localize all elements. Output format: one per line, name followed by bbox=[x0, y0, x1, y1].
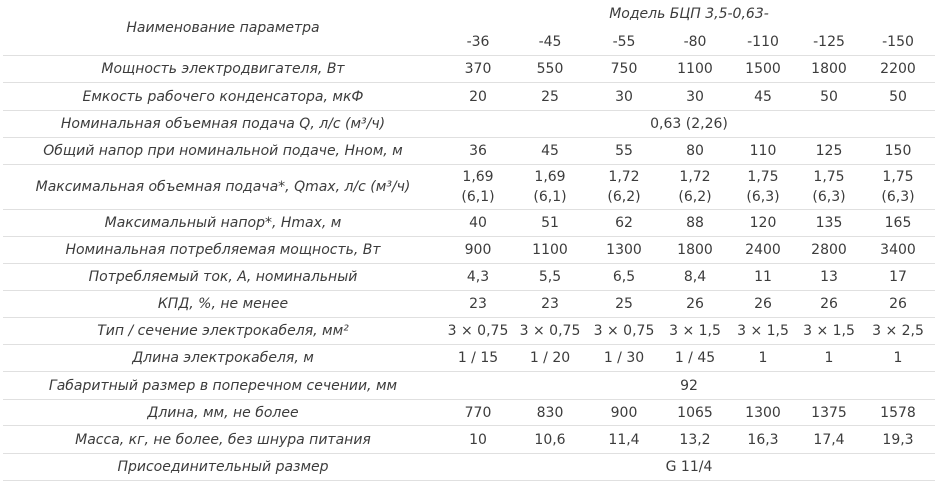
table-row bbox=[3, 291, 935, 318]
table-row bbox=[3, 264, 935, 291]
value-cell: 26 bbox=[729, 291, 797, 318]
value-cell: 3 × 1,5 bbox=[797, 318, 861, 345]
value-cell: 10 bbox=[443, 426, 513, 454]
value-cell: 5,5 bbox=[513, 264, 587, 291]
value-cell: 110 bbox=[729, 138, 797, 165]
value-cell: 8,4 bbox=[661, 264, 729, 291]
value-cell: 830 bbox=[513, 400, 587, 426]
table-row bbox=[3, 400, 935, 426]
model-3: -80 bbox=[661, 28, 729, 56]
value-cell: 26 bbox=[861, 291, 935, 318]
table-row bbox=[3, 210, 935, 237]
model-6: -150 bbox=[861, 28, 935, 56]
value-cell: 3400 bbox=[861, 237, 935, 264]
value-cell: 1 / 45 bbox=[661, 345, 729, 372]
merged-value: 92 bbox=[443, 372, 935, 400]
value-cell: 1500 bbox=[729, 56, 797, 83]
merged-value: G 11/4 bbox=[443, 454, 935, 481]
value-cell: 13 bbox=[797, 264, 861, 291]
table-row bbox=[3, 111, 935, 138]
value-cell: 1065 bbox=[661, 400, 729, 426]
value-cell: 30 bbox=[587, 83, 661, 111]
value-cell: 1800 bbox=[661, 237, 729, 264]
table-row bbox=[3, 83, 935, 111]
value-cell: 750 bbox=[587, 56, 661, 83]
value-cell: 3 × 0,75 bbox=[587, 318, 661, 345]
param-label: Длина, мм, не более bbox=[3, 400, 443, 426]
model-0: -36 bbox=[443, 28, 513, 56]
table-row bbox=[3, 237, 935, 264]
value-cell: 25 bbox=[587, 291, 661, 318]
value-cell: 10,6 bbox=[513, 426, 587, 454]
value-cell: 23 bbox=[513, 291, 587, 318]
value-cell: 1 / 20 bbox=[513, 345, 587, 372]
param-label: Потребляемый ток, А, номинальный bbox=[3, 264, 443, 291]
param-label: КПД, %, не менее bbox=[3, 291, 443, 318]
value-cell: 1100 bbox=[661, 56, 729, 83]
value-cell: 1 bbox=[861, 345, 935, 372]
value-cell: 1,69 (6,1) bbox=[443, 165, 513, 210]
value-cell: 17,4 bbox=[797, 426, 861, 454]
param-label: Максимальный напор*, Hmax, м bbox=[3, 210, 443, 237]
value-cell: 88 bbox=[661, 210, 729, 237]
value-cell: 4,3 bbox=[443, 264, 513, 291]
value-cell: 150 bbox=[861, 138, 935, 165]
value-cell: 11,4 bbox=[587, 426, 661, 454]
value-cell: 16,3 bbox=[729, 426, 797, 454]
param-label: Габаритный размер в поперечном сечении, мм bbox=[3, 372, 443, 400]
value-cell: 1 bbox=[797, 345, 861, 372]
header-model: Модель БЦП 3,5-0,63- bbox=[609, 6, 769, 22]
value-cell: 13,2 bbox=[661, 426, 729, 454]
param-label: Тип / сечение электрокабеля, мм² bbox=[3, 318, 443, 345]
value-cell: 1 bbox=[729, 345, 797, 372]
value-cell: 51 bbox=[513, 210, 587, 237]
value-cell: 36 bbox=[443, 138, 513, 165]
param-label: Масса, кг, не более, без шнура питания bbox=[3, 426, 443, 454]
param-label: Общий напор при номинальной подаче, Hном, м bbox=[3, 138, 443, 165]
value-cell: 1,75 (6,3) bbox=[861, 165, 935, 210]
value-cell: 1 / 15 bbox=[443, 345, 513, 372]
table-row bbox=[3, 345, 935, 372]
value-cell: 3 × 0,75 bbox=[513, 318, 587, 345]
value-cell: 120 bbox=[729, 210, 797, 237]
value-cell: 3 × 2,5 bbox=[861, 318, 935, 345]
param-label: Максимальная объемная подача*, Qmax, л/с (м³/ч) bbox=[3, 165, 443, 210]
spec-rows bbox=[3, 56, 935, 481]
value-cell: 50 bbox=[861, 83, 935, 111]
value-cell: 900 bbox=[587, 400, 661, 426]
value-cell: 1375 bbox=[797, 400, 861, 426]
value-cell: 1300 bbox=[729, 400, 797, 426]
value-cell: 135 bbox=[797, 210, 861, 237]
value-cell: 1,75 (6,3) bbox=[797, 165, 861, 210]
value-cell: 26 bbox=[661, 291, 729, 318]
value-cell: 1 / 30 bbox=[587, 345, 661, 372]
value-cell: 3 × 0,75 bbox=[443, 318, 513, 345]
param-label: Присоединительный размер bbox=[3, 454, 443, 481]
merged-value: 0,63 (2,26) bbox=[443, 111, 935, 138]
value-cell: 3 × 1,5 bbox=[729, 318, 797, 345]
model-4: -110 bbox=[729, 28, 797, 56]
value-cell: 62 bbox=[587, 210, 661, 237]
value-cell: 20 bbox=[443, 83, 513, 111]
table-row bbox=[3, 454, 935, 481]
value-cell: 45 bbox=[729, 83, 797, 111]
table-row bbox=[3, 138, 935, 165]
value-cell: 1,69 (6,1) bbox=[513, 165, 587, 210]
value-cell: 125 bbox=[797, 138, 861, 165]
value-cell: 11 bbox=[729, 264, 797, 291]
value-cell: 23 bbox=[443, 291, 513, 318]
value-cell: 1,72 (6,2) bbox=[661, 165, 729, 210]
value-cell: 17 bbox=[861, 264, 935, 291]
value-cell: 165 bbox=[861, 210, 935, 237]
table-row bbox=[3, 165, 935, 210]
header-param-name: Наименование параметра bbox=[3, 0, 443, 56]
param-label: Длина электрокабеля, м bbox=[3, 345, 443, 372]
value-cell: 370 bbox=[443, 56, 513, 83]
value-cell: 550 bbox=[513, 56, 587, 83]
value-cell: 2200 bbox=[861, 56, 935, 83]
value-cell: 50 bbox=[797, 83, 861, 111]
value-cell: 1,75 (6,3) bbox=[729, 165, 797, 210]
param-label: Емкость рабочего конденсатора, мкФ bbox=[3, 83, 443, 111]
model-5: -125 bbox=[797, 28, 861, 56]
param-label: Мощность электродвигателя, Вт bbox=[3, 56, 443, 83]
param-label: Номинальная потребляемая мощность, Вт bbox=[3, 237, 443, 264]
value-cell: 1100 bbox=[513, 237, 587, 264]
value-cell: 770 bbox=[443, 400, 513, 426]
value-cell: 1,72 (6,2) bbox=[587, 165, 661, 210]
value-cell: 1300 bbox=[587, 237, 661, 264]
model-2: -55 bbox=[587, 28, 661, 56]
value-cell: 2400 bbox=[729, 237, 797, 264]
value-cell: 2800 bbox=[797, 237, 861, 264]
value-cell: 900 bbox=[443, 237, 513, 264]
value-cell: 55 bbox=[587, 138, 661, 165]
value-cell: 6,5 bbox=[587, 264, 661, 291]
value-cell: 19,3 bbox=[861, 426, 935, 454]
table-row bbox=[3, 426, 935, 454]
table-row bbox=[3, 318, 935, 345]
table-row bbox=[3, 372, 935, 400]
value-cell: 40 bbox=[443, 210, 513, 237]
value-cell: 1800 bbox=[797, 56, 861, 83]
model-1: -45 bbox=[513, 28, 587, 56]
param-label: Номинальная объемная подача Q, л/с (м³/ч) bbox=[3, 111, 443, 138]
value-cell: 1578 bbox=[861, 400, 935, 426]
value-cell: 80 bbox=[661, 138, 729, 165]
value-cell: 25 bbox=[513, 83, 587, 111]
spec-table bbox=[3, 0, 935, 481]
table-row bbox=[3, 56, 935, 83]
value-cell: 26 bbox=[797, 291, 861, 318]
value-cell: 30 bbox=[661, 83, 729, 111]
value-cell: 45 bbox=[513, 138, 587, 165]
value-cell: 3 × 1,5 bbox=[661, 318, 729, 345]
